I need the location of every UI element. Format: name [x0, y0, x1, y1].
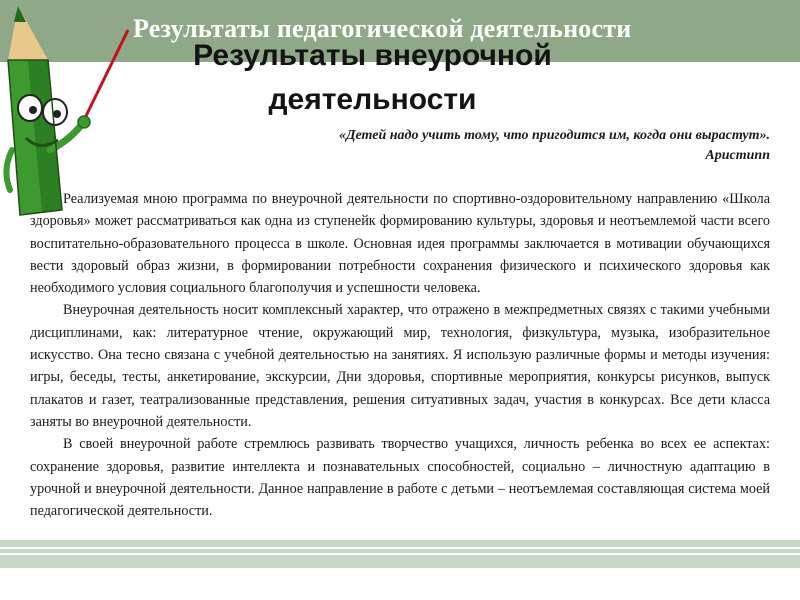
footer-divider [0, 553, 800, 555]
slide-title: Результаты педагогической деятельности [133, 14, 632, 43]
quote-author: Аристипп [705, 148, 770, 163]
epigraph [200, 126, 770, 166]
paragraph: Внеурочная деятельность носит комплексный характер, что отражено в межпредметных связях с такими учебными дисциплинами, как: литературное чтение, окружающий мир, технология, физкультура, музыка, изобразительное искусство. Она тесно связана с учебной деятельностью на занятиях. Я использую различные формы и методы изучения: игры, беседы, тесты, анкетирование, экскурсии, Дни здоровья, спортивные мероприятия, конкурсы рисунков, выпуск плакатов и газет, театрализованные представления, решения ситуативных задач, участия в конкурсах. Все дети класса заняты во внеурочной деятельности. [30, 302, 770, 430]
footer-divider [0, 547, 800, 549]
body-text [30, 188, 770, 522]
quote-text: «Детей надо учить тому, что пригодится им, когда они вырастут». [338, 128, 770, 143]
paragraph: Реализуемая мною программа по внеурочной деятельности по спортивно-оздоровительному направлению «Школа здоровья» может рассматриваться как одна из ступенейк формированию культуры, здоровья и неотъемлемой части всего воспитательно-образовательного процесса в школе. Основная идея программы заключается в мотивации обучающихся вести здоровый образ жизни, в формировании потребности сохранения физического и психического здоровья как необходимого условия социального благополучия и успешности человека. [30, 191, 770, 297]
pencil-teacher-mascot-icon [0, 0, 140, 220]
slide-subtitle: Результаты внеурочной деятельности [193, 39, 552, 116]
paragraph: В своей внеурочной работе стремлюсь развивать творчество учащихся, личность ребенка во всех ее аспектах: сохранение здоровья, развитие интеллекта и познавательных способностей, социально – личностную адаптацию в урочной и внеурочной деятельности. Данное направление в работе с детьми – неотъемлемая составляющая система моей педагогической деятельности. [30, 436, 770, 520]
